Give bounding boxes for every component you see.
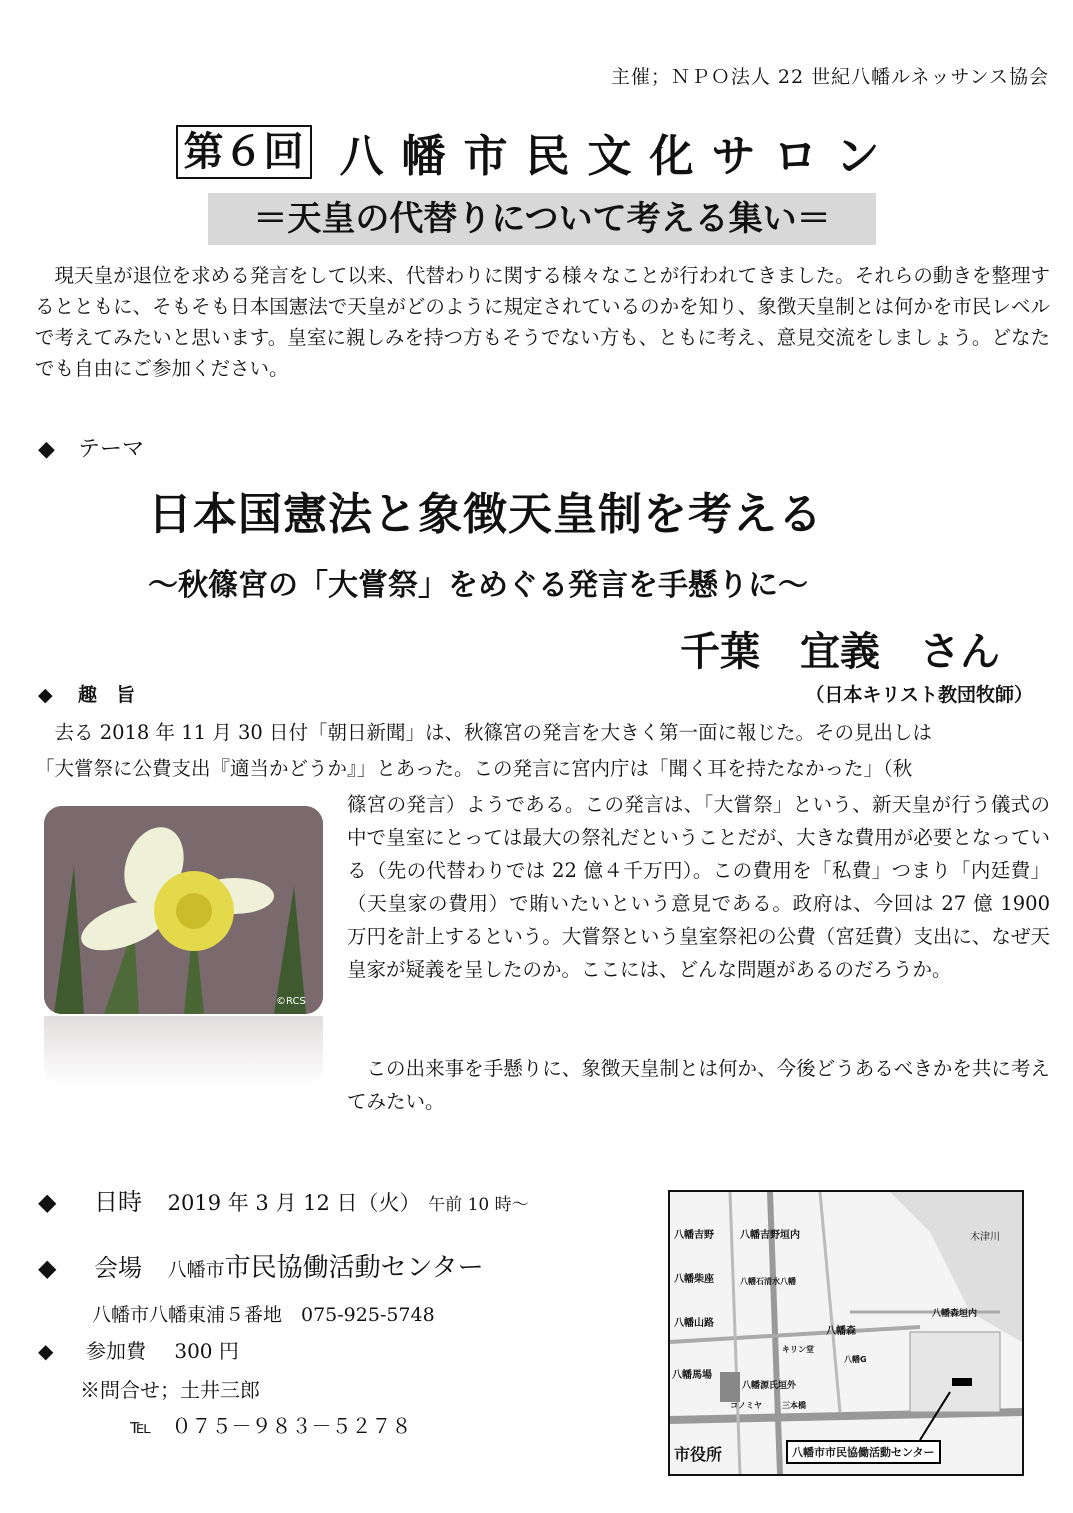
purpose-heading <box>38 680 135 707</box>
map-label: 木津川 <box>970 1232 1000 1243</box>
photo-credit: ©RCS <box>276 996 306 1007</box>
speaker-name: 千葉 宜義 さん <box>680 629 1000 675</box>
daffodil-photo <box>44 806 323 1014</box>
map-label: 八幡馬場 <box>672 1370 712 1381</box>
venue-line <box>38 1247 484 1284</box>
purpose-line-1-text: 去る 2018 年 11 月 30 日付「朝日新聞」は、秋篠宮の発言を大きく第一面に報じた。その見出しは <box>54 721 932 744</box>
purpose-closing <box>347 1052 1050 1118</box>
sub-theme: ～秋篠宮の「大嘗祭」をめぐる発言を手懸りに～ <box>148 568 808 603</box>
map-label: 三本橋 <box>782 1401 806 1410</box>
diamond-bullet-icon: ◆ <box>38 437 55 462</box>
purpose-closing-text: この出来事を手懸りに、象徴天皇制とは何か、今後どうあるべきかを共に考えてみたい。 <box>347 1057 1050 1113</box>
venue-address: 八幡市八幡東浦５番地 075‐925‐5748 <box>92 1304 435 1326</box>
intro-text: 現天皇が退位を求める発言をして以来、代替わりに関する様々なことが行われてきました。それらの動きを整理するとともに、そもそも日本国憲法で天皇がどのように規定されているのかを知り、象徴天皇制とは何かを市民レベルで考えてみたいと思います。皇室に親しみを持つ方もそうでない方も、ともに考え、意見交流をしましょう。どなたでも自由にご参加ください。 <box>35 264 1050 380</box>
date-value: 2019 年 3 月 12 日（火） <box>167 1191 421 1215</box>
event-title <box>0 120 1073 184</box>
diamond-bullet-icon: ◆ <box>38 684 53 706</box>
map-label: 八幡森垣内 <box>932 1309 978 1319</box>
diamond-bullet-icon: ◆ <box>38 1188 57 1216</box>
map-label: 八幡G <box>844 1355 867 1364</box>
map-label: 八幡吉野 <box>674 1230 714 1241</box>
fee-line <box>38 1335 239 1364</box>
purpose-body: 篠宮の発言）ようである。この発言は、「大嘗祭」という、新天皇が行う儀式の中で皇室にとっては最大の祭礼だということだが、大きな費用が必要となっている（先の代替わりでは 22 億４千万円）。この費用を「私費」つまり「内廷費」（天皇家の費用）で賄いたいという意見である。政府は、今回は 27 億 1900 万円を計上するという。大嘗祭という皇室祭祀の公費（宮廷費）支出に、なぜ天皇家が疑義を呈したのか。ここには、どんな問題があるのだろうか。 <box>347 793 1050 981</box>
diamond-bullet-icon: ◆ <box>38 1339 54 1363</box>
salon-name: 八幡市民文化サロン <box>339 131 898 182</box>
venue-map <box>668 1190 1024 1476</box>
event-subtitle: ＝天皇の代替りについて考える集い＝ <box>208 193 876 245</box>
time-value: 午前 10 時～ <box>428 1195 529 1215</box>
diamond-bullet-icon: ◆ <box>38 1254 57 1282</box>
map-label: 八幡吉野垣内 <box>740 1230 800 1241</box>
map-label: 八幡源氏垣外 <box>742 1381 797 1391</box>
purpose-line-1 <box>35 716 1050 749</box>
venue-name: 市民協働活動センター <box>224 1253 484 1283</box>
venue-box-label: 八幡市市民協働活動センター <box>786 1440 941 1464</box>
photo-reflection <box>44 1016 323 1086</box>
contact-person: ※問合せ；土井三郎 <box>80 1378 260 1402</box>
map-label: 八幡石清水八幡 <box>740 1277 796 1286</box>
map-label: 八幡柴座 <box>674 1274 714 1285</box>
venue-label: 会場 <box>94 1254 142 1282</box>
main-theme: 日本国憲法と象徴天皇制を考える <box>148 489 823 540</box>
fee-value: 300 円 <box>174 1339 239 1363</box>
intro-paragraph <box>35 260 1050 384</box>
map-label: 八幡森 <box>826 1326 856 1337</box>
fee-label: 参加費 <box>86 1339 146 1363</box>
session-number: 第６回 <box>176 125 312 179</box>
map-label: 八幡山路 <box>674 1318 714 1329</box>
contact-tel: ℡ ０７５－９８３－５２７８ <box>130 1414 412 1438</box>
date-line <box>38 1182 529 1217</box>
theme-heading <box>38 432 144 463</box>
date-label: 日時 <box>94 1188 142 1216</box>
map-label: コノミヤ <box>730 1401 762 1410</box>
venue-city: 八幡市 <box>167 1259 225 1281</box>
daffodil-image <box>44 806 323 1014</box>
theme-label: テーマ <box>78 437 145 462</box>
map-label: キリン堂 <box>782 1345 814 1354</box>
purpose-line-2: 「大嘗祭に公費支出『適当かどうか』」とあった。この発言に宮内庁は「聞く耳を持たなかった」（秋 <box>35 757 913 780</box>
organizer: 主催；ＮＰＯ法人 22 世紀八幡ルネッサンス協会 <box>610 66 1049 88</box>
speaker-title: （日本キリスト教団牧師） <box>805 684 1033 706</box>
city-hall-label: 市役所 <box>674 1445 723 1464</box>
purpose-label: 趣 旨 <box>78 684 136 706</box>
